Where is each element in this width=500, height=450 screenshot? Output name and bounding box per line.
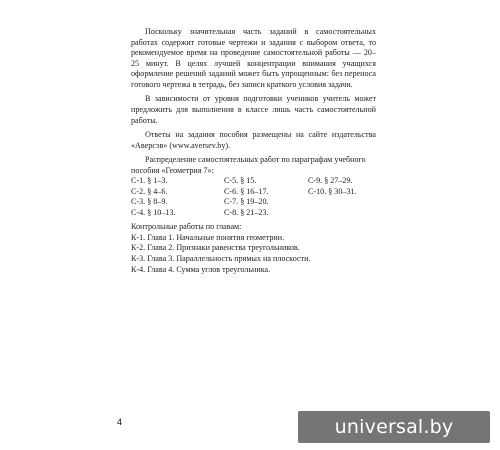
control-work-item: К-4. Глава 4. Сумма углов треугольника.	[131, 264, 271, 274]
distribution-cell: С-6. § 16–17.	[224, 186, 269, 196]
control-work-item: К-3. Глава 3. Параллельность прямых на плоскости.	[131, 254, 311, 264]
paragraph-answers-site: Ответы на задания пособия размещены на сайте издательства «Аверсэв» (www.aversev.by).	[131, 129, 376, 150]
control-works-list	[131, 222, 376, 275]
watermark-banner	[298, 411, 490, 443]
watermark-text: universal.by	[334, 416, 454, 438]
page-body-text	[131, 27, 376, 275]
control-work-item: К-1. Глава 1. Начальные понятия геометрии.	[131, 232, 285, 242]
distribution-cell: С-9. § 27–29.	[308, 176, 353, 186]
distribution-cell: С-4. § 10–13.	[131, 207, 176, 217]
distribution-cell: С-8. § 21–23.	[224, 207, 269, 217]
distribution-cell	[308, 197, 376, 208]
distribution-cell: С-7. § 19–20.	[224, 197, 269, 207]
distribution-cell: С-1. § 1–3.	[131, 176, 168, 186]
distribution-cell: С-10. § 30–31.	[308, 186, 357, 196]
distribution-cell	[308, 208, 376, 219]
paragraph-distribution-intro: Распределение самостоятельных работ по параграфам учебного пособия «Геометрия 7»:	[131, 154, 366, 175]
paragraph-teacher-choice: В зависимости от уровня подготовки учеников учитель может предложить для выполнения в классе лишь часть самостоятельной работы.	[131, 94, 376, 125]
distribution-cell: С-2. § 4–6.	[131, 186, 168, 196]
distribution-cell: С-5. § 15.	[224, 176, 257, 186]
control-work-item: К-2. Глава 2. Признаки равенства треугольников.	[131, 243, 300, 253]
distribution-table	[131, 176, 376, 218]
control-works-title: Контрольные работы по главам:	[131, 222, 242, 232]
page-number: 4	[117, 417, 123, 427]
paragraph-exam-time: Поскольку значительная часть заданий в самостоятельных работах содержит готовые чертежи и задания с выбором ответа, то рекомендуемое время на проведение самостоятельной работы — 20–25 минут. В целях лучшей концентрации внимания учащихся оформление решений заданий может быть упрощенным: без переноса готового чертежа в тетрадь, без записи краткого условия задачи.	[131, 27, 376, 89]
distribution-cell: С-3. § 8–9.	[131, 197, 168, 207]
